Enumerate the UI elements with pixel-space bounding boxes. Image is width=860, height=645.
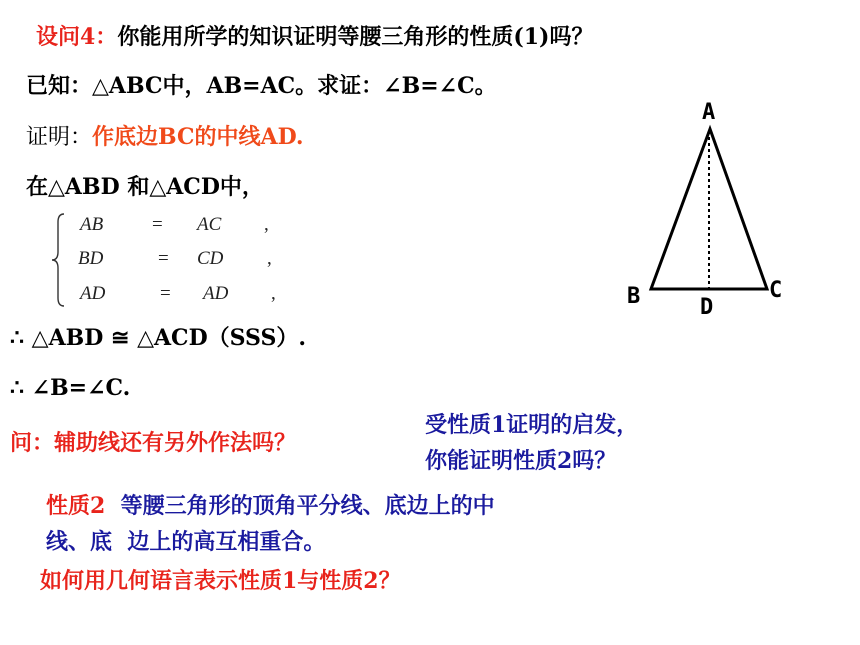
given-statement: 已知：△ABC中，AB=AC。求证：∠B=∠C。 — [26, 73, 497, 99]
property2-line2: 线、底 边上的高互相重合。 — [46, 529, 326, 555]
eq2-left: BD — [78, 248, 104, 269]
eq3-left: AD — [80, 283, 106, 304]
in-triangles-line: 在△ABD 和△ACD中， — [26, 174, 264, 200]
eq1-left: AB — [80, 214, 104, 235]
therefore-angles: ∴ ∠B=∠C. — [10, 375, 131, 401]
how-express-question: 如何用几何语言表示性质1与性质2？ — [40, 568, 401, 594]
therefore-congruent: ∴ △ABD ≅ △ACD（SSS）. — [10, 325, 307, 351]
vertex-a-label: A — [702, 100, 716, 125]
aux-line-question: 问：辅助线还有另外作法吗？ — [10, 430, 297, 456]
question4-label: 设问4： — [36, 24, 118, 50]
eq2-equals: = — [158, 248, 169, 269]
point-d-label: D — [700, 295, 714, 320]
vertex-b-label: B — [627, 284, 641, 309]
vertex-c-label: C — [769, 278, 783, 303]
property2-label: 性质2 — [46, 493, 106, 519]
eq1-right: AC — [197, 214, 222, 235]
inspire-line2: 你能证明性质2吗？ — [425, 448, 617, 474]
eq3-right: AD — [203, 283, 229, 304]
question4-text: 你能用所学的知识证明等腰三角形的性质(1)吗？ — [117, 24, 594, 50]
eq1-comma: , — [264, 214, 269, 235]
eq3-equals: = — [160, 283, 171, 304]
eq1-equals: = — [152, 214, 163, 235]
proof-text: 作底边BC的中线AD. — [92, 124, 304, 150]
eq3-comma: , — [271, 283, 276, 304]
property2-text1: 等腰三角形的顶角平分线、底边上的中 — [105, 493, 495, 519]
proof-label: 证明： — [26, 125, 93, 150]
eq2-right: CD — [197, 248, 224, 269]
eq2-comma: , — [267, 248, 272, 269]
inspire-line1: 受性质1证明的启发， — [425, 412, 639, 438]
